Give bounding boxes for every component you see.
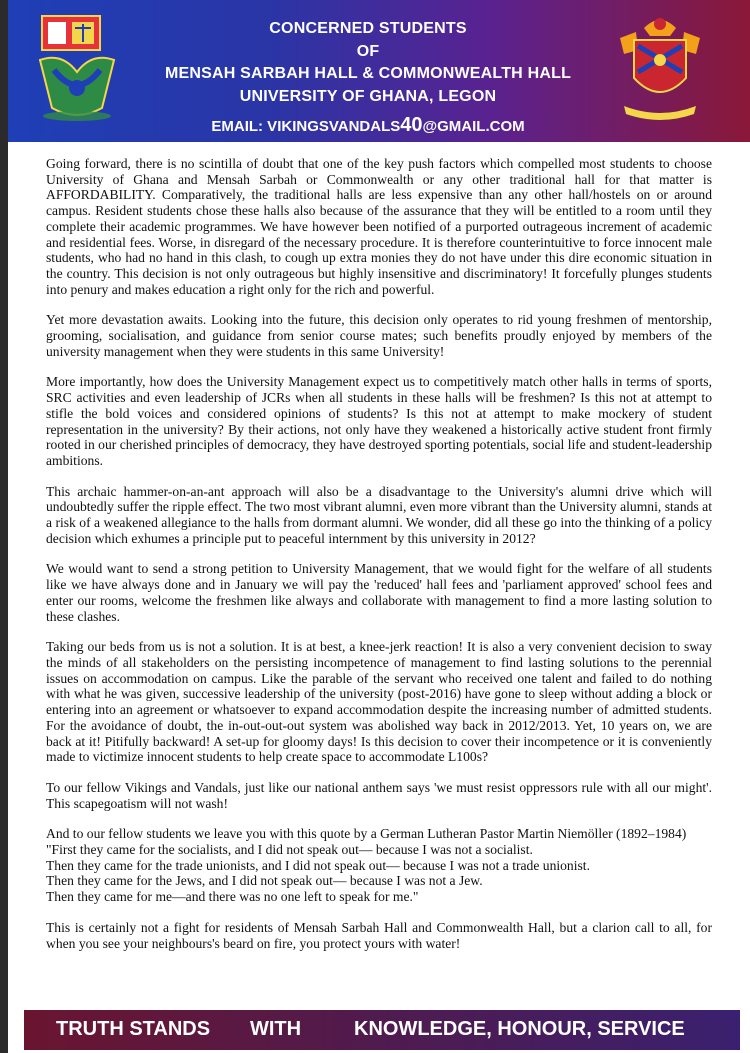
footer-banner: [24, 1010, 740, 1050]
paragraph-5: We would want to send a strong petition to University Management, that we would fight for the welfare of all students like we have always done and in January we will pay the 'reduced' hall fees and 'parliament approved' school fees and enter our rooms, welcome the freshmen like always and collaborate with management to find a more lasting solution to these clashes.: [46, 561, 712, 624]
paragraph-7: To our fellow Vikings and Vandals, just like our national anthem says 'we must resist oppressors rule with all our might'. This scapegoatism will not wash!: [46, 779, 712, 811]
email-label: EMAIL: VIKINGSVANDALS: [211, 118, 401, 135]
footer-motto-1: TRUTH STANDS: [56, 1018, 211, 1040]
header-line-4: UNIVERSITY OF GHANA, LEGON: [239, 88, 497, 105]
hall-crest-icon: [32, 12, 122, 124]
letterhead: [8, 0, 750, 142]
quote-intro: And to our fellow students we leave you with this quote by a German Lutheran Pastor Martin Niemöller (1892–1984): [46, 826, 687, 842]
paragraph-8-quote: [46, 826, 712, 905]
quote-line-3: Then they came for the Jews, and I did not speak out— because I was not a Jew.: [46, 873, 483, 889]
email-domain: @GMAIL.COM: [422, 118, 525, 135]
coat-of-arms-icon: [614, 10, 706, 122]
page-edge: [0, 0, 8, 1053]
paragraph-2: Yet more devastation awaits. Looking into the future, this decision only operates to rid young freshmen of mentorship, grooming, socialisation, and guidance from senior course mates; such benefits proudly enjoyed by members of the university management when they were students in this same University!: [46, 312, 712, 359]
paragraph-6: Taking our beds from us is not a solution. It is at best, a knee-jerk reaction! It is also a very convenient decision to sway the minds of all stakeholders on the persisting incompetence of management to find lasting solutions to the perennial issues on accommodation on campus. Like the parable of the servant who received one talent and failed to do nothing with what he was given, successive leadership of the university (post-2016) have gone to sleep without adding a block or entering into an agreement or whatsoever to expand accommodation despite the increasing number of admitted students. For the avoidance of doubt, the in-out-out-out system was abolished way back in 2012/2013. Yet, 10 years on, we are back at it! Pitifully backward! A set-up for gloomy days! Is this decision to cover their incompetence or it is conveniently made to victimize innocent students to help create space to accommodate L100s?: [46, 639, 712, 765]
header-line-1: CONCERNED STUDENTS: [269, 20, 467, 37]
quote-line-2: Then they came for the trade unionists, and I did not speak out— because I was not a trade unionist.: [46, 857, 590, 873]
paragraph-4: This archaic hammer-on-an-ant approach will also be a disadvantage to the University's alumni drive which will undoubtedly suffer the ripple effect. The two most vibrant alumni, even more vibrant than the University alumni, stands at a risk of a weakened allegiance to the halls from dormant alumni. We wonder, did all these go into the thinking of a policy decision which exhumes a principle put to peaceful internment by this university in 2012?: [46, 483, 712, 546]
header-email: [158, 114, 578, 137]
header-line-3: MENSAH SARBAH HALL & COMMONWEALTH HALL: [164, 65, 572, 82]
quote-line-1: "First they came for the socialists, and I did not speak out— because I was not a socialist.: [46, 842, 533, 858]
header-line-2: OF: [356, 43, 380, 60]
email-number: 40: [400, 114, 423, 136]
paragraph-1: Going forward, there is no scintilla of doubt that one of the key push factors which compelled most students to choose University of Ghana and Mensah Sarbah or Commonwealth or any other traditional hall for that matter is AFFORDABILITY. Comparatively, the traditional halls are less expensive than any other hall/hostels on or around campus. Resident students chose these halls also because of the assurance that they will be entitled to a room until they complete their academic programmes. We have however been notified of a purported outrageous increment of academic and residential fees. Worse, in disregard of the necessary procedure. It is therefore counterintuitive to force innocent male students, who had no hand in this clash, to cough up extra monies they do not have under this dire economic situation in the country. This decision is not only outrageous but highly insensitive and discriminatory! It forcefully plunges students into penury and makes education a right only for the rich and powerful.: [46, 156, 712, 297]
quote-line-4: Then they came for me—and there was no one left to speak for me.": [46, 889, 419, 905]
paragraph-9: This is certainly not a fight for residents of Mensah Sarbah Hall and Commonwealth Hall, but a clarion call to all, for when you see your neighbours's beard on fire, you protect yours with water!: [46, 919, 712, 951]
letter-body: [46, 156, 712, 966]
footer-motto-3: KNOWLEDGE, HONOUR, SERVICE: [354, 1018, 685, 1040]
paragraph-3: More importantly, how does the University Management expect us to competitively match other halls in terms of sports, SRC activities and even leadership of JCRs when all students in these halls will be freshmen? Is this not at attempt to stifle the bold voices and considered opinions of students? Is this not at attempt to make mockery of student representation in the university? By their actions, not only have they weakened a historically active student front firmly rooted in our cherished principles of democracy, they have destroyed sporting potentials, social life and student-leadership ambitions.: [46, 374, 712, 468]
footer-motto-2: WITH: [250, 1018, 302, 1040]
